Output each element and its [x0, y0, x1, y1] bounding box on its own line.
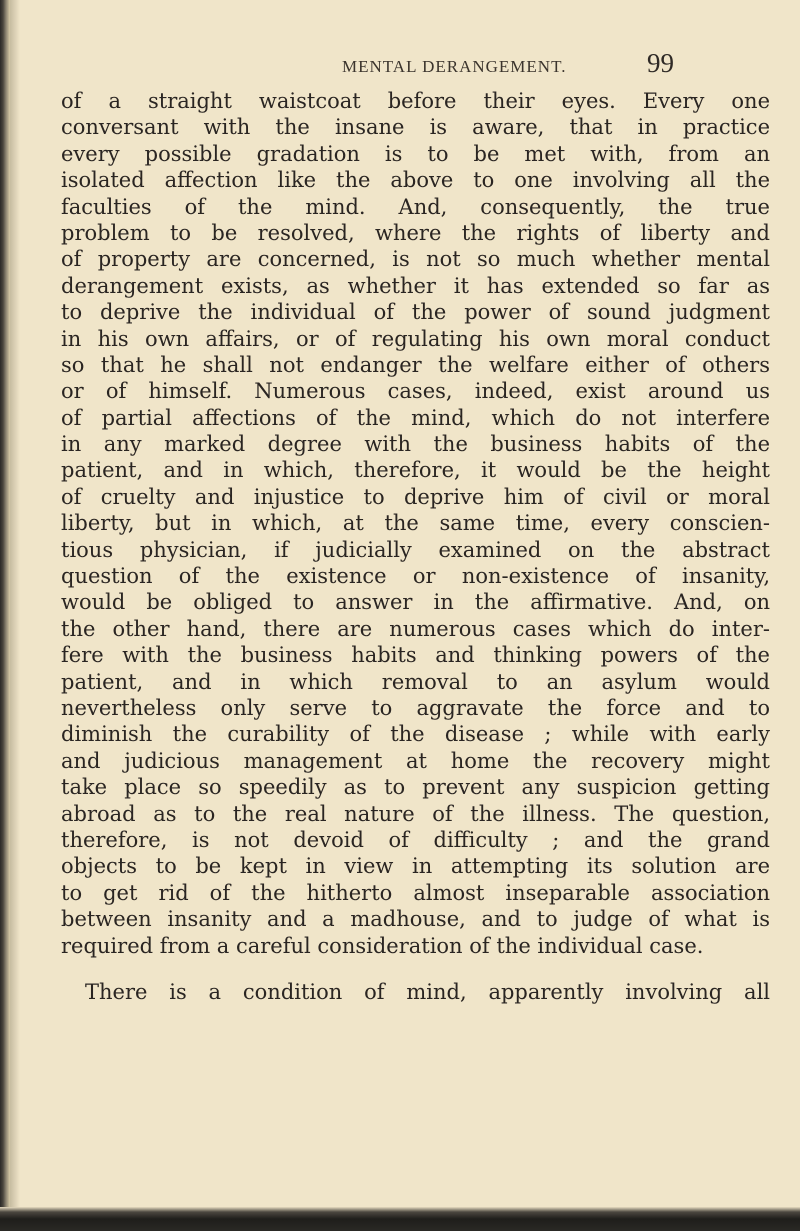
text-line: in any marked degree with the business habits of the: [61, 432, 770, 457]
paragraph-continued: [61, 88, 770, 959]
text-line: required from a careful consideration of the individual case.: [61, 933, 704, 958]
text-line: derangement exists, as whether it has extended so far as: [61, 273, 770, 298]
text-line: abroad as to the real nature of the illness. The question,: [61, 801, 770, 826]
page-binding-shadow: [0, 0, 10, 1231]
text-line: every possible gradation is to be met with, from an: [61, 141, 770, 166]
text-line: take place so speedily as to prevent any suspicion getting: [61, 775, 770, 800]
text-line: problem to be resolved, where the rights of liberty and: [61, 220, 770, 245]
running-head: [60, 48, 770, 84]
text-line: so that he shall not endanger the welfare either of others: [61, 352, 770, 377]
text-line: in his own affairs, or of regulating his own moral conduct: [61, 326, 770, 351]
text-line: patient, and in which, therefore, it would be the height: [61, 458, 770, 483]
text-line: conversant with the insane is aware, that in practice: [61, 115, 770, 140]
text-line: faculties of the mind. And, consequently, the true: [61, 194, 770, 219]
running-head-title: MENTAL DERANGEMENT.: [342, 57, 567, 76]
text-line: objects to be kept in view in attempting its solution are: [61, 854, 770, 879]
text-line: isolated affection like the above to one involving all the: [61, 168, 770, 193]
text-line: therefore, is not devoid of difficulty ; and the grand: [61, 827, 770, 852]
paragraph-new: [61, 979, 770, 1005]
text-line: of cruelty and injustice to deprive him of civil or moral: [61, 484, 770, 509]
text-line: patient, and in which removal to an asylum would: [61, 669, 770, 694]
text-line: would be obliged to answer in the affirmative. And, on: [61, 590, 770, 615]
page-gutter-shade: [10, 0, 20, 1231]
text-line: between insanity and a madhouse, and to judge of what is: [61, 907, 770, 932]
paragraph-spacer: [61, 959, 770, 979]
text-line: fere with the business habits and thinking powers of the: [61, 643, 770, 668]
text-line: of property are concerned, is not so much whether mental: [61, 247, 770, 272]
text-line: question of the existence or non-existence of insanity,: [61, 564, 770, 589]
text-line: to get rid of the hitherto almost inseparable association: [61, 880, 770, 905]
text-line: nevertheless only serve to aggravate the force and to: [61, 695, 770, 720]
text-line: of a straight waistcoat before their eyes. Every one: [61, 89, 770, 113]
page-bottom-shadow: [0, 1207, 800, 1231]
body-text: [61, 88, 770, 1005]
text-line: of partial affections of the mind, which do not interfere: [61, 405, 770, 430]
text-line: diminish the curability of the disease ; while with early: [61, 722, 770, 747]
text-line: the other hand, there are numerous cases which do inter-: [61, 616, 770, 641]
page-number: 99: [647, 48, 674, 78]
text-line: or of himself. Numerous cases, indeed, exist around us: [61, 379, 770, 404]
text-line: tious physician, if judicially examined on the abstract: [61, 537, 770, 562]
text-line: to deprive the individual of the power of sound judgment: [61, 300, 770, 325]
text-line: liberty, but in which, at the same time, every conscien-: [61, 511, 770, 536]
text-line: There is a condition of mind, apparently involving all: [85, 979, 770, 1004]
text-line: and judicious management at home the recovery might: [61, 748, 770, 773]
